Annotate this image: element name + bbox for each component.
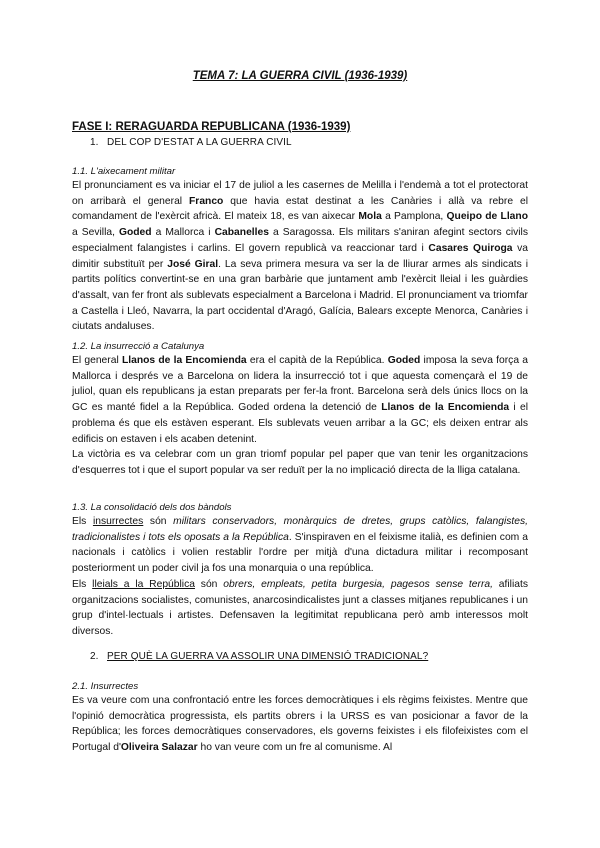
subsection-title: 2.1. Insurrectes	[72, 681, 139, 692]
section-heading-2	[90, 651, 428, 662]
paragraph: Els insurrectes són militars conservadors, monàrquics de dretes, grups catòlics, falangistes, tradicionalistes i tots els oposats a la República. S'inspiraven en el feixisme italià, es definien com a nacionals i catòlics i volien restablir l'ordre per mitjà d'una dictadura militar i recomposant posteriorment un poder civil ja fos una monarquia o una república.	[72, 516, 529, 575]
paragraph: La victòria es va celebrar com un gran triomf popular pel paper que van tenir les organitzacions d'esquerres tot i que el suport popular va ser reduït per la no implicació directa de la lliga catalana.	[72, 449, 528, 476]
paragraph: Es va veure com una confrontació entre les forces democràtiques i els règims feixistes. Mentre que l'opinió democràtica progressista, els partits obrers i la URSS es van posicionar a favor de la República; les forces democràtiques conservadores, els governs feixistes i els filofeixistes com el Portugal d'Oliveira Salazar ho van veure com un fre al comunisme. Al	[72, 695, 528, 754]
section-label: PER QUÈ LA GUERRA VA ASSOLIR UNA DIMENSIÓ TRADICIONAL?	[107, 651, 429, 662]
subsection-title: 1.1. L'aixecament militar	[72, 166, 176, 177]
section-label: DEL COP D'ESTAT A LA GUERRA CIVIL	[107, 137, 292, 148]
document-title: TEMA 7: LA GUERRA CIVIL (1936-1939)	[192, 70, 408, 82]
section-number: 1.	[90, 137, 99, 148]
paragraph: El pronunciament es va iniciar el 17 de juliol a les casernes de Melilla i l'endemà a tot el protectorat on arribarà el general Franco que havia estat destinat a les Canàries i allà va rebre el comandament de l'exèrcit africà. El mateix 18, es van aixecar Mola a Pamplona, Queipo de Llano a Sevilla, Goded a Mallorca i Cabanelles a Saragossa. Els militars s'aniran afegint sectors civils especialment falangistes i carlins. El govern republicà va reaccionar tard i Casares Quiroga va dimitir substituït per José Giral. La seva primera mesura va ser la de lliurar armes als sindicats i partits polítics convertint-se en una gran barbàrie que juntament amb l'exèrcit lleial i les guàrdies d'assalt, van fer front als sublevats especialment a Barcelona i Madrid. El pronunciament va triomfar a Castella i Lleó, Navarra, la part occidental d'Aragó, Galícia, Balears excepte Menorca, Canàries i ciutats andaluses.	[72, 180, 529, 333]
phase-heading: FASE I: RERAGUARDA REPUBLICANA (1936-1939)	[72, 121, 351, 133]
paragraph: Els lleials a la República són obrers, empleats, petita burgesia, pagesos sense terra, afiliats organitzacions socialistes, comunistes, anarcosindicalistes junt a classes mitjanes republicanes i un grup d'intel·lectuals i artistes. Defensaven la legitimitat republicana però amb interessos molt diversos.	[72, 579, 528, 638]
section-heading-1	[90, 137, 292, 148]
subsection-title: 1.3. La consolidació dels dos bàndols	[72, 502, 232, 513]
section-number: 2.	[90, 651, 99, 662]
paragraph: El general Llanos de la Encomienda era el capità de la República. Goded imposa la seva força a Mallorca i després ve a Barcelona on lidera la insurrecció tot i que aquesta començarà el 19 de juliol, quan els republicans ja estan preparats per fer-la front. Barcelona serà dels únics llocs on la GC es manté fidel a la República. Goded ordena la detenció de Llanos de la Encomienda i el problema és que els estàven esperant. Els sublevats veuen arribar a la GC; els deixen entrar als edificis on estaven i els acaben detenint.	[72, 355, 528, 445]
subsection-title: 1.2. La insurrecció a Catalunya	[72, 341, 205, 352]
